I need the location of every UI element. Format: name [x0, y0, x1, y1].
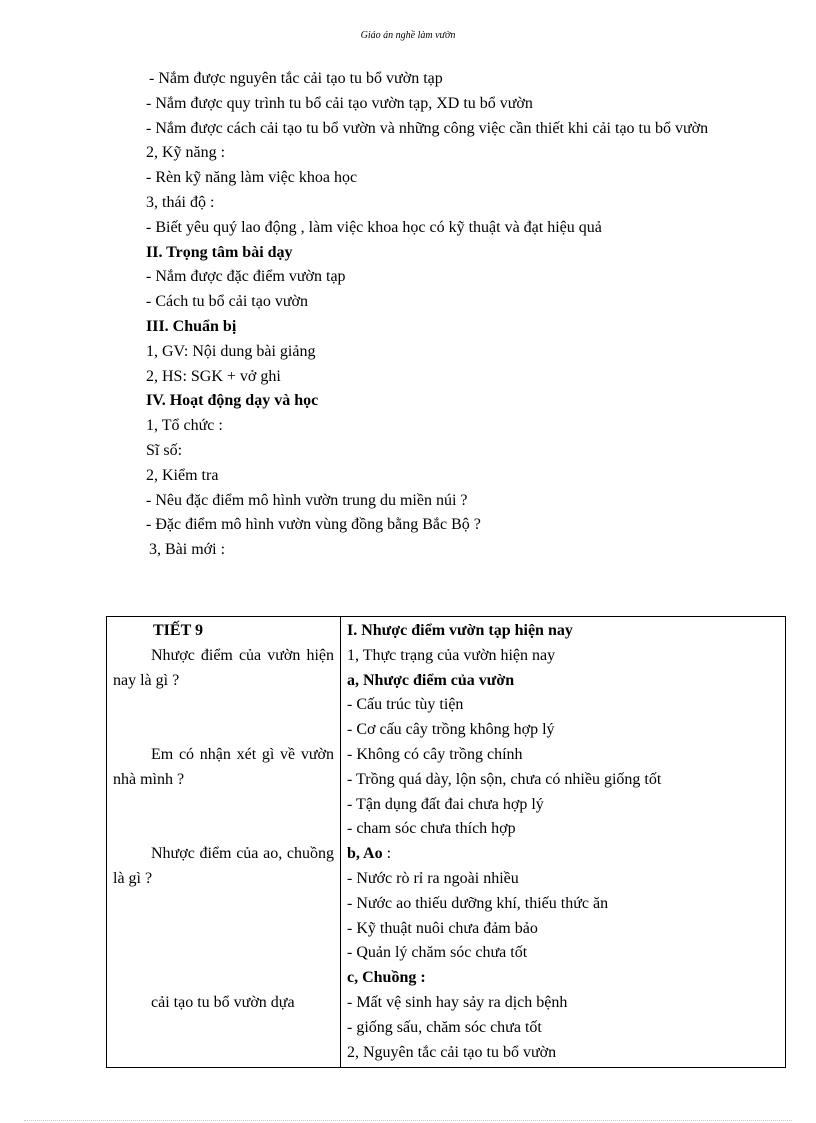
pond-heading-suffix: :: [382, 845, 392, 863]
question-2: Em có nhận xét gì về vườn nhà mình ?: [113, 745, 334, 788]
check-question-2: - Đặc điểm mô hình vườn vùng đồng bằng Bắc Bộ ?: [146, 516, 481, 534]
new-lesson: 3, Bài mới :: [149, 541, 226, 559]
prep-heading: III. Chuẩn bị: [146, 317, 237, 335]
focus-item-1: - Nắm được đặc điểm vườn tạp: [146, 268, 346, 286]
page-bottom-divider: [24, 1120, 792, 1121]
list-item: - Cơ cấu cây trồng không hợp lý: [347, 721, 555, 739]
teacher-questions-column: [107, 617, 341, 1068]
activities-heading: IV. Hoạt động dạy và học: [146, 392, 319, 410]
focus-item-2: - Cách tu bổ cải tạo vườn: [146, 293, 308, 311]
prep-item-2: 2, HS: SGK + vở ghi: [146, 367, 281, 385]
organization: 1, Tổ chức :: [146, 417, 223, 435]
objective-1: - Nắm được nguyên tắc cải tạo tu bổ vườn tạp: [149, 70, 443, 87]
objective-3: - Nắm được cách cải tạo tu bổ vườn và những công việc cần thiết khi cải tạo tu bổ vườn: [146, 119, 709, 137]
objective-2: - Nắm được quy trình tu bổ cải tạo vườn tạp, XD tu bổ vườn: [146, 94, 533, 112]
list-item: - Trồng quá dày, lộn sộn, chưa có nhiều giống tốt: [347, 770, 662, 788]
status-heading: 1, Thực trạng của vườn hiện nay: [347, 646, 556, 664]
list-item: - Nước ao thiếu dưỡng khí, thiếu thức ăn: [347, 894, 609, 912]
skills-heading: 2, Kỹ năng :: [146, 144, 226, 162]
list-item: - Kỹ thuật nuôi chưa đảm bảo: [347, 919, 538, 937]
garden-heading: a, Nhược điểm của vườn: [347, 671, 515, 689]
lesson-content-column: [341, 617, 786, 1068]
section-title: I. Nhược điểm vườn tạp hiện nay: [347, 622, 573, 639]
skills-item: - Rèn kỹ năng làm việc khoa học: [146, 169, 358, 187]
check-heading: 2, Kiểm tra: [146, 466, 219, 484]
list-item: - giống sấu, chăm sóc chưa tốt: [347, 1018, 542, 1036]
prep-item-1: 1, GV: Nội dung bài giảng: [146, 342, 316, 360]
list-item: - Quản lý chăm sóc chưa tốt: [347, 944, 528, 962]
focus-heading: II. Trọng tâm bài dạy: [146, 243, 293, 261]
table-row: [107, 617, 786, 1068]
attitude-heading: 3, thái độ :: [146, 193, 215, 211]
lesson-table: [106, 616, 786, 1068]
pond-heading: [347, 842, 779, 867]
check-question-1: - Nêu đặc điểm mô hình vườn trung du miền núi ?: [146, 491, 468, 509]
pond-heading-label: b, Ao: [347, 845, 383, 863]
list-item: - Nước rò rỉ ra ngoài nhiều: [347, 869, 519, 887]
list-item: - cham sóc chưa thích hợp: [347, 820, 516, 838]
barn-heading: c, Chuồng :: [347, 969, 426, 987]
list-item: - Cấu trúc tùy tiện: [347, 696, 464, 714]
attendance: Sĩ số:: [146, 441, 183, 459]
question-1: Nhược điểm của vườn hiện nay là gì ?: [113, 646, 334, 689]
attitude-item: - Biết yêu quý lao động , làm việc khoa học có kỹ thuật và đạt hiệu quả: [146, 218, 602, 236]
list-item: - Mất vệ sinh hay sảy ra dịch bệnh: [347, 993, 568, 1011]
period-label: TIẾT 9: [153, 622, 203, 639]
list-item: - Không có cây trồng chính: [347, 745, 523, 763]
page-header: Giáo án nghề làm vườn: [360, 30, 456, 41]
question-3: Nhược điểm của ao, chuồng là gì ?: [113, 845, 334, 887]
question-4: cải tạo tu bổ vườn dựa: [151, 993, 295, 1011]
lesson-intro: [106, 67, 786, 563]
principles-heading: 2, Nguyên tắc cải tạo tu bổ vườn: [347, 1043, 557, 1061]
list-item: - Tận dụng đất đai chưa hợp lý: [347, 795, 544, 813]
